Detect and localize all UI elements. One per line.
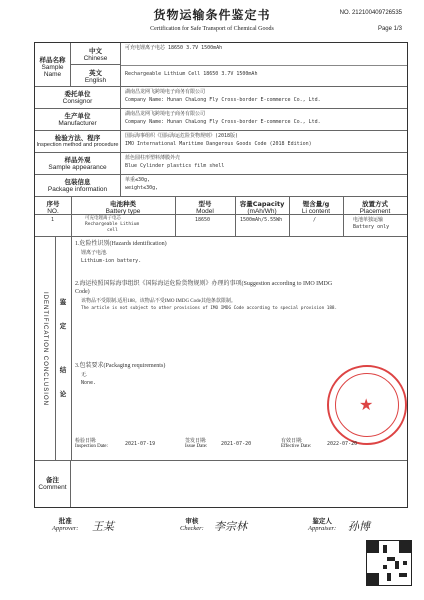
col-placement-header: 放置方式 Placement: [359, 200, 391, 215]
consignor-label: 委托单位 Consignor: [35, 87, 121, 108]
inspection-method-value-cn: 国际海事组织《国际海运危险货物规则》(2018版): [125, 133, 239, 139]
package-label: 包装信息 Package information: [35, 175, 121, 196]
checker-signature: 李宗林: [214, 520, 247, 533]
sample-name-chinese-value: 可充电锂离子电芯 18650 3.7V 1500mAh: [125, 45, 223, 51]
package-row: [35, 175, 407, 197]
issue-date-value: 2021-07-20: [221, 441, 252, 447]
battery-table-header: [35, 197, 407, 215]
col-type-header: 电池种类 Battery type: [105, 200, 141, 215]
inspection-method-value-en: IMO International Maritime Dangerous Goods Code (2018 Edition): [125, 141, 312, 147]
consignor-value-cn: 湖南昌龙网飞跨境电子商务有限公司: [125, 89, 206, 95]
col-li-header: 锂含量/g Li content: [301, 200, 331, 215]
sample-name-label: 样品名称 Sample Name: [35, 43, 71, 86]
page-number: Page 1/3: [377, 26, 402, 32]
appearance-row: [35, 153, 407, 175]
approver-label: 批准 Approver:: [52, 517, 79, 532]
document-title-en: Certification for Safe Transport of Chemical Goods: [150, 26, 274, 32]
manufacturer-value-en: Company Name: Hunan ChaLong Fly Cross-border E-commerce Co., Ltd.: [125, 119, 321, 125]
appearance-value-en: Blue Cylinder plastics film shell: [125, 163, 225, 169]
appearance-label: 样品外观 Sample appearance: [35, 153, 121, 174]
english-sublabel: 英文 English: [71, 65, 121, 87]
suggestion-line-cn: 该物品不受限制.适用188。该物品不受IMO IMDG Code其他条款限制。: [81, 299, 236, 304]
identification-side-cn: 鉴 定 结 论: [55, 237, 72, 460]
consignor-value-en: Company Name: Hunan ChaLong Fly Cross-border E-commerce Co., Ltd.: [125, 97, 321, 103]
company-seal: ★: [327, 365, 407, 445]
document-title-cn: 货物运输条件鉴定书: [153, 8, 271, 22]
document-header: [0, 0, 424, 46]
inspection-date-value: 2021-07-19: [125, 441, 156, 447]
packaging-line-en: None.: [81, 380, 97, 386]
certificate-form: [34, 42, 408, 508]
certificate-number: NO. 212100409726535: [339, 10, 402, 16]
hazard-line-en: Lithium-ion battery.: [81, 258, 142, 264]
packaging-line-cn: 无.: [81, 373, 88, 378]
identification-side-en: IDENTIFICATION CONCLUSION: [35, 237, 56, 460]
signature-block: [40, 516, 400, 546]
chinese-sublabel: 中文 Chinese: [71, 43, 121, 65]
comment-row: [35, 461, 407, 507]
sample-name-row: [35, 43, 407, 87]
cell-type: 可充电锂离子电芯 Rechargeable Lithium cell: [85, 216, 140, 233]
manufacturer-label: 生产单位 Manufacturer: [35, 109, 121, 130]
identification-section: [35, 237, 407, 461]
cell-model: 18650: [195, 217, 211, 223]
inspection-method-label: 检验方法、程序 Inspection method and procedure: [35, 131, 121, 152]
suggestion-title: 2.海运按照国际海事组织《国际海运危险货物规则》办理的事项(Suggestion according to IMO IMDG: [75, 281, 333, 287]
cell-placement: 电池单独运输 Battery only: [353, 217, 390, 230]
appraiser-label: 鉴定人 Appraiser:: [308, 517, 337, 532]
checker-label: 审核 Checker:: [180, 517, 204, 532]
inspection-method-row: [35, 131, 407, 153]
appearance-value-cn: 蓝色圆柱形塑料薄膜外壳: [125, 155, 181, 161]
hazard-title: 1.危险性识别(Hazards identification): [75, 241, 167, 247]
suggestion-line-en: The article is not subject to other provisions of IMO IMDG Code according to special provision 188.: [81, 306, 338, 311]
sample-name-english-value: Rechargeable Lithium Cell 18650 3.7V 1500mAh: [125, 71, 258, 77]
cell-no: 1: [51, 217, 55, 223]
effective-date-value: 2022-07-20: [327, 441, 358, 447]
col-model-header: 型号 Model: [196, 200, 214, 215]
approver-signature: 王某: [92, 520, 114, 533]
appraiser-signature: 孙博: [348, 520, 370, 533]
package-value-cn: 单重≤30g,: [125, 177, 151, 183]
comment-label: 备注 Comment: [35, 461, 71, 507]
issue-date-label: 签发日期: Issue Date:: [185, 439, 208, 449]
hazard-line-cn: 锂离子电池.: [81, 251, 108, 256]
package-value-en: weight≤30g,: [125, 185, 159, 191]
inspection-date-label: 检验日期: Inspection Date:: [75, 439, 108, 449]
cell-capacity: 1500mAh/5.55Wh: [240, 217, 283, 223]
battery-table-row: [35, 215, 407, 237]
cell-li-content: /: [313, 217, 317, 223]
effective-date-label: 有效日期: Effective Date:: [281, 439, 312, 449]
suggestion-title-2: Code): [75, 289, 90, 295]
manufacturer-row: [35, 109, 407, 131]
qr-code: [366, 540, 412, 586]
packaging-title: 3.包装要求(Packaging requirements): [75, 363, 166, 369]
manufacturer-value-cn: 湖南昌龙网飞跨境电子商务有限公司: [125, 111, 206, 117]
col-no-header: 序号 NO.: [46, 200, 60, 215]
col-capacity-header: 容量Capacity (mAh/Wh): [239, 200, 285, 215]
consignor-row: [35, 87, 407, 109]
